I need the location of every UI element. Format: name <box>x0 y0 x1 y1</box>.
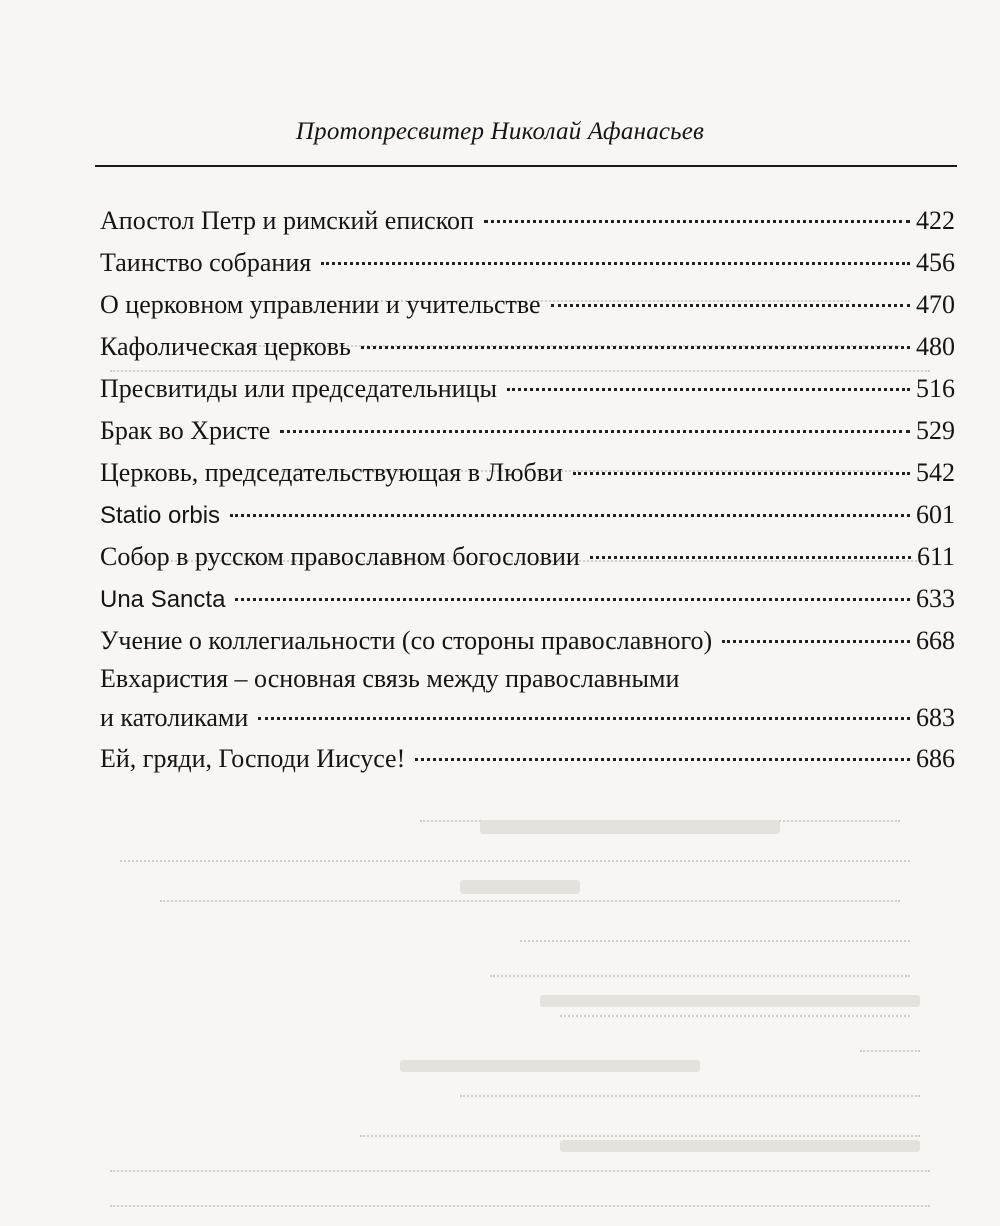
toc-entry-page: 542 <box>916 458 955 487</box>
toc-entry <box>100 536 955 578</box>
toc-entry-title-line2: и католиками <box>100 703 249 732</box>
toc-entry-page: 480 <box>916 332 955 361</box>
toc-entry-title: Una Sancta <box>100 586 226 613</box>
toc-entry-page: 529 <box>916 416 955 445</box>
toc-entry-page: 516 <box>916 374 955 403</box>
toc-entry-page: 683 <box>916 703 955 732</box>
toc-entry-title: Апостол Петр и римский епископ <box>100 206 474 235</box>
toc-entry-title: Ей, гряди, Господи Иисусе! <box>100 744 406 773</box>
toc-entry-page: 601 <box>916 500 955 529</box>
toc-entry-title: Брак во Христе <box>100 416 271 445</box>
toc-entry-page: 611 <box>916 542 955 571</box>
toc-entry-page: 470 <box>916 290 955 319</box>
toc-entry <box>100 452 955 494</box>
dot-leader <box>230 514 910 517</box>
dot-leader <box>484 220 910 223</box>
toc-entry-multiline <box>100 662 955 738</box>
dot-leader <box>235 598 910 601</box>
toc-entry <box>100 326 955 368</box>
toc-entry <box>100 200 955 242</box>
toc-entry-title: Церковь, председательствующая в Любви <box>100 458 563 487</box>
toc-entry <box>100 284 955 326</box>
toc-entry-title: Учение о коллегиальности (со стороны православного) <box>100 626 713 655</box>
toc-entry <box>100 410 955 452</box>
toc-entry-page: 456 <box>916 248 955 277</box>
dot-leader <box>590 556 911 559</box>
dot-leader <box>321 262 910 265</box>
toc-entry <box>100 494 955 536</box>
toc-entry-title: Пресвитиды или председательницы <box>100 374 497 403</box>
toc-entry-title: О церковном управлении и учительстве <box>100 290 541 319</box>
header-rule <box>95 165 957 167</box>
toc-entry <box>100 620 955 662</box>
toc-entry-page: 668 <box>916 626 955 655</box>
toc-entry-page: 686 <box>916 744 955 773</box>
toc-entry-title: Собор в русском православном богословии <box>100 542 580 571</box>
dot-leader <box>573 472 910 475</box>
toc-entry <box>100 242 955 284</box>
dot-leader <box>415 758 910 761</box>
toc-entry-page: 422 <box>916 206 955 235</box>
toc-entry-title-line1: Евхаристия – основная связь между православными <box>100 664 680 693</box>
toc-entry-title: Кафолическая церковь <box>100 332 351 361</box>
toc-entry <box>100 368 955 410</box>
dot-leader <box>361 346 910 349</box>
dot-leader <box>280 430 910 433</box>
table-of-contents <box>100 200 955 780</box>
toc-entry-page: 633 <box>916 584 955 613</box>
toc-entry-title: Таинство собрания <box>100 248 312 277</box>
dot-leader <box>258 717 910 720</box>
dot-leader <box>551 304 910 307</box>
dot-leader <box>507 388 910 391</box>
dot-leader <box>722 640 910 643</box>
toc-entry <box>100 698 955 738</box>
toc-entry <box>100 578 955 620</box>
running-head: Протопресвитер Николай Афанасьев <box>295 118 705 145</box>
toc-entry-title: Statio orbis <box>100 502 221 529</box>
toc-entry <box>100 738 955 780</box>
